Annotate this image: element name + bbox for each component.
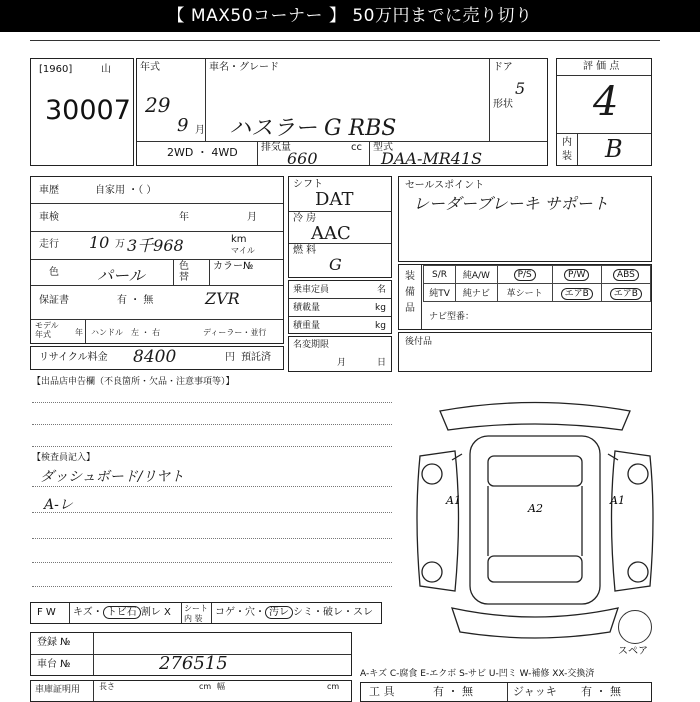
fw-seat-row xyxy=(30,602,382,624)
fw-options: キズ・ トビ石 割レ X xyxy=(73,607,171,618)
fuel-label: 燃 料 xyxy=(293,245,317,256)
interior-label-b: 装 xyxy=(562,151,572,162)
deadline-block xyxy=(288,336,392,372)
score-box xyxy=(556,58,652,166)
cert-label: 車庫証明用 xyxy=(35,685,81,695)
color-change-b: 替 xyxy=(179,272,189,283)
after-fit-block xyxy=(398,332,652,372)
equip-airbag-1: エアB xyxy=(552,284,601,302)
recycle-value: 8400 xyxy=(133,347,177,367)
damage-mark-center: A2 xyxy=(528,502,543,515)
length-unit: cm xyxy=(199,682,212,691)
warranty-label: 保証書 xyxy=(39,295,69,306)
equip-leather: 革シート xyxy=(497,284,552,302)
tools-options: 有 ・ 無 xyxy=(433,685,473,698)
year-label: 年式 xyxy=(140,62,160,73)
inspection-year-unit: 年 xyxy=(179,212,189,223)
equip-pw: P/W xyxy=(552,266,601,284)
inspector-line-1: ダッシュボード/リヤト xyxy=(40,469,185,485)
reg-no-label: 登録 № xyxy=(37,637,71,648)
month-value: 9 xyxy=(177,115,189,136)
nav-type-label: ナビ型番： xyxy=(429,312,475,322)
recycle-row xyxy=(30,346,284,370)
fw-label: F W xyxy=(37,607,56,618)
equipment-label-1: 装 xyxy=(405,271,415,282)
jack-label: ジャッキ xyxy=(513,685,557,698)
interior-label-a: 内 xyxy=(562,137,572,148)
jack-options: 有 ・ 無 xyxy=(581,685,621,698)
mileage-rest-value: 3千968 xyxy=(127,236,184,255)
handle-label: ハンドル xyxy=(91,328,123,337)
registration-block xyxy=(30,632,352,676)
history-label: 車歴 xyxy=(39,185,59,196)
color-change-a: 色 xyxy=(179,261,189,272)
mileage-label: 走行 xyxy=(39,239,59,250)
shape-label: 形状 xyxy=(493,99,513,110)
fuel-value: G xyxy=(329,255,342,274)
color-value: パール xyxy=(97,266,145,285)
equip-navi: 純ナビ xyxy=(456,284,498,302)
drive-label: 2WD ・ 4WD xyxy=(167,146,238,159)
warranty-options: 有 ・ 無 xyxy=(117,295,154,306)
length-label: 長さ xyxy=(99,682,115,691)
color-label: 色 xyxy=(49,267,59,278)
lot-number: 30007 xyxy=(45,95,131,126)
mileage-man-value: 10 xyxy=(89,233,110,252)
color-no-label: カラー№ xyxy=(213,261,254,272)
score-value: 4 xyxy=(593,79,619,125)
seat-label-b: 内 装 xyxy=(184,614,203,623)
car-name-value: ハスラー G RBS xyxy=(229,116,397,141)
chassis-value: 276515 xyxy=(159,653,228,674)
inspector-line-2: A-レ xyxy=(44,497,73,513)
deposit-label: 預託済 xyxy=(241,352,271,363)
score-label: 評 価 点 xyxy=(583,61,620,72)
weight-unit: kg xyxy=(375,321,386,331)
inspection-label: 車検 xyxy=(39,212,59,223)
equip-ps: P/S xyxy=(497,266,552,284)
sales-point-value: レーダーブレーキ サポート xyxy=(413,194,609,213)
rear-window xyxy=(488,556,582,582)
equipment-label-2: 備 xyxy=(405,287,415,298)
yen-label: 円 xyxy=(225,352,235,363)
model-year-unit: 年 xyxy=(75,328,83,337)
equip-abs: ABS xyxy=(601,266,650,284)
displacement-label: 排気量 xyxy=(261,142,291,153)
front-bumper xyxy=(440,403,630,431)
km-label: km xyxy=(231,234,247,245)
equip-tv: 純TV xyxy=(424,284,456,302)
chassis-no-label: 車台 № xyxy=(37,659,71,670)
detail-block xyxy=(30,176,284,344)
model-label: 型式 xyxy=(373,142,393,153)
cert-row xyxy=(30,680,352,702)
doors-value: 5 xyxy=(515,79,526,98)
cc-label: cc xyxy=(351,142,362,153)
mile-label: マイル xyxy=(231,246,255,255)
damage-legend: A-キズ C-腐食 E-エクボ S-サビ U-凹ミ W-補修 XX-交換済 xyxy=(360,669,595,679)
sales-point-label: セールスポイント xyxy=(405,180,485,191)
equipment-table xyxy=(423,265,651,302)
lot-box xyxy=(30,58,134,166)
header-rule xyxy=(30,40,660,41)
shift-value: DAT xyxy=(315,189,354,210)
load-unit: kg xyxy=(375,303,386,313)
displacement-value: 660 xyxy=(287,149,318,168)
equipment-block xyxy=(398,264,652,330)
handle-options: 左 ・ 右 xyxy=(131,328,161,337)
width-label: 幅 xyxy=(217,682,225,691)
left-side xyxy=(417,451,459,591)
door-label: ドア xyxy=(493,62,513,73)
model-value: DAA-MR41S xyxy=(381,149,483,168)
ac-value: AAC xyxy=(311,223,351,244)
equipment-label-3: 品 xyxy=(405,303,415,314)
color-no-value: ZVR xyxy=(205,289,240,308)
interior-value: B xyxy=(605,135,623,163)
exhibitor-note-label: 【出品店申告欄（不良箇所・欠品・注意事項等）】 xyxy=(32,377,235,387)
recycle-label: リサイクル料金 xyxy=(39,352,108,363)
capacity-unit: 名 xyxy=(377,285,387,295)
equip-airbag-2: エアB xyxy=(601,284,650,302)
dealer-label: ディーラー・並行 xyxy=(203,328,267,337)
name-grade-label: 車名・グレード xyxy=(209,62,279,73)
inspection-month-unit: 月 xyxy=(247,212,257,223)
deadline-label: 名変期限 xyxy=(293,340,330,350)
shift-block xyxy=(288,176,392,278)
deadline-month-unit: 月 xyxy=(337,358,347,368)
car-diagram xyxy=(410,396,660,646)
tools-label: 工 具 xyxy=(369,685,395,698)
lot-sub: 山 xyxy=(101,64,111,75)
deadline-day-unit: 日 xyxy=(377,358,387,368)
inspector-note-label: 【検査員記入】 xyxy=(32,453,96,463)
year-value: 29 xyxy=(145,93,171,117)
width-unit: cm xyxy=(327,682,340,691)
seat-options: コゲ・穴・ 汚レ シミ・破レ・スレ xyxy=(215,607,373,618)
equip-sr: S/R xyxy=(424,266,456,284)
body-top xyxy=(470,436,600,604)
sales-point-block xyxy=(398,176,652,262)
damage-mark-right: A1 xyxy=(610,494,625,507)
spare-tire-icon xyxy=(618,610,652,644)
banner: 【 MAX50コーナー 】 50万円までに売り切り xyxy=(0,0,700,32)
model-year-label: モデル 年式 xyxy=(35,321,59,339)
capacity-label: 乗車定員 xyxy=(293,285,330,295)
windshield xyxy=(488,456,582,486)
tools-row xyxy=(360,682,652,702)
history-options: 自家用 ・（ ） xyxy=(95,185,157,196)
spare-label: スペア xyxy=(618,646,648,657)
rear-bumper xyxy=(452,608,618,638)
capacity-block xyxy=(288,280,392,334)
right-side xyxy=(612,451,654,591)
weight-label: 積重量 xyxy=(293,321,321,331)
mileage-man-unit: 万 xyxy=(115,239,125,250)
damage-mark-left: A1 xyxy=(446,494,461,507)
load-label: 積載量 xyxy=(293,303,321,313)
lot-tag: [1960] xyxy=(39,64,73,75)
shift-label: シフト xyxy=(293,179,323,190)
vehicle-info-block xyxy=(136,58,548,166)
equip-aw: 純A/W xyxy=(456,266,498,284)
month-unit: 月 xyxy=(195,125,205,136)
ac-label: 冷 房 xyxy=(293,213,317,224)
after-fit-label: 後付品 xyxy=(405,337,433,347)
seat-label-a: シート xyxy=(184,604,208,613)
